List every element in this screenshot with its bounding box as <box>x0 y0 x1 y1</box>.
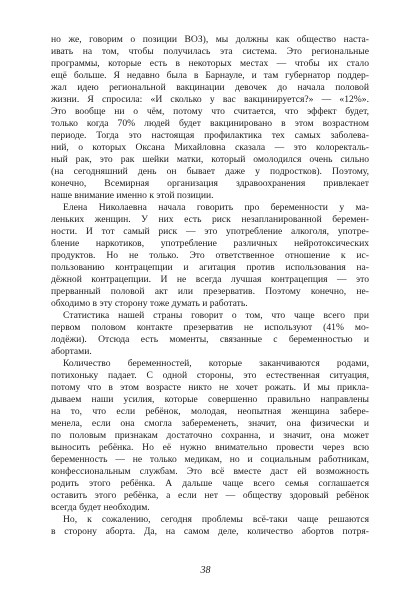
body-text <box>51 34 369 538</box>
text-line: в сторону аборта. Да, на самом деле, количество абортов потря- <box>51 526 369 537</box>
text-line: конечно, Всемирная организация здравоохранения привлекает <box>51 178 369 189</box>
text-line: ивать на том, чтобы получилась эта система. Это региональные <box>51 46 369 57</box>
text-line: ний, о которых Оксана Михайловна сказала — это колоректаль- <box>51 142 369 153</box>
text-line: ещё больше. Я недавно была в Барнауле, и там губернатор поддер- <box>51 70 369 81</box>
text-line: потихоньку падает. С одной стороны, это естественная ситуация, <box>51 370 369 381</box>
text-line: Количество беременностей, которые заканчиваются родами, <box>63 358 369 369</box>
text-line: жизни. Я спросила: «И сколько у вас вакцинируется?» — «12%». <box>51 94 369 105</box>
text-line: Елена Николаевна начала говорить про беременности у ма- <box>63 202 369 213</box>
text-line: пользованию контрацепции и агитация против использования на- <box>51 262 369 273</box>
text-line: оставить этого ребёнка, а если нет — обществу здоровый ребёнок <box>51 490 369 501</box>
text-line: периоде. Тогда это настоящая профилактика тех самых заболева- <box>51 130 369 141</box>
text-line: всегда будет необходим. <box>51 502 150 513</box>
text-line: Но, к сожалению, сегодня проблемы всё-таки чаще решаются <box>63 514 369 525</box>
text-line: абортами. <box>51 346 92 357</box>
text-line: менела, если она смогла забеременеть, значит, она физически и <box>51 418 369 429</box>
text-line: по половым признакам достаточно сохранна, и значит, она может <box>51 430 369 441</box>
text-line: бление наркотиков, употребление различных нейротоксических <box>51 238 369 249</box>
text-line: конфессиональным службам. Это всё вместе даст ей возможность <box>51 466 369 477</box>
text-line: продуктов. Но не только. Это ответственное отношение к ис- <box>51 250 369 261</box>
text-line: наше внимание именно к этой позиции. <box>51 190 214 201</box>
page-number: 38 <box>200 565 211 576</box>
text-line: программы, которые есть в некоторых местах — чтобы их стало <box>51 58 369 69</box>
text-line: Статистика нашей страны говорит о том, что чаще всего при <box>63 310 369 321</box>
text-line: (на сегодняшний день он бывает даже у подростков). Поэтому, <box>51 166 369 177</box>
text-line: обходимо в эту сторону тоже думать и работать. <box>51 298 248 309</box>
text-line: беременность — не только медикам, но и социальным работникам, <box>51 454 369 465</box>
text-line: родить этого ребёнка. А дальше чаще всего семья соглашается <box>51 478 369 489</box>
text-line: Это вообще ни о чём, потому что считается, что эффект будет, <box>51 106 369 117</box>
text-line: дёжной контрацепции. И не всегда лучшая контрацепция — это <box>51 274 369 285</box>
text-line: только когда 70% людей будет вакцинировано в этом возрастном <box>51 118 369 129</box>
text-line: на то, что если ребёнок, молодая, неопытная женщина забере- <box>51 406 369 417</box>
text-line: лодёжи). Отсюда есть моменты, связанные с беременностью и <box>51 334 369 345</box>
text-line: дываем наши усилия, которые совершенно правильно направлены <box>51 394 369 405</box>
text-line: выносить ребёнка. Но её нужно внимательно провести через всю <box>51 442 369 453</box>
text-line: ный рак, это рак шейки матки, который омолодился очень сильно <box>51 154 369 165</box>
text-line: первом половом контакте презерватив не используют (41% мо- <box>51 322 369 333</box>
text-line: потому что в этом возрасте никто не хочет рожать. И мы прикла- <box>51 382 369 393</box>
text-line: леньких женщин. У них есть риск незапланированной беремен- <box>51 214 369 225</box>
text-line: прерванный половой акт или презерватив. Поэтому конечно, не- <box>51 286 369 297</box>
text-line: ности. И тот самый риск — это употребление алкоголя, употре- <box>51 226 369 237</box>
text-line: но же, говорим о позиции ВОЗ), мы должны как общество наста- <box>51 34 369 45</box>
text-line: жал идею региональной вакцинации девочек до начала половой <box>51 82 369 93</box>
